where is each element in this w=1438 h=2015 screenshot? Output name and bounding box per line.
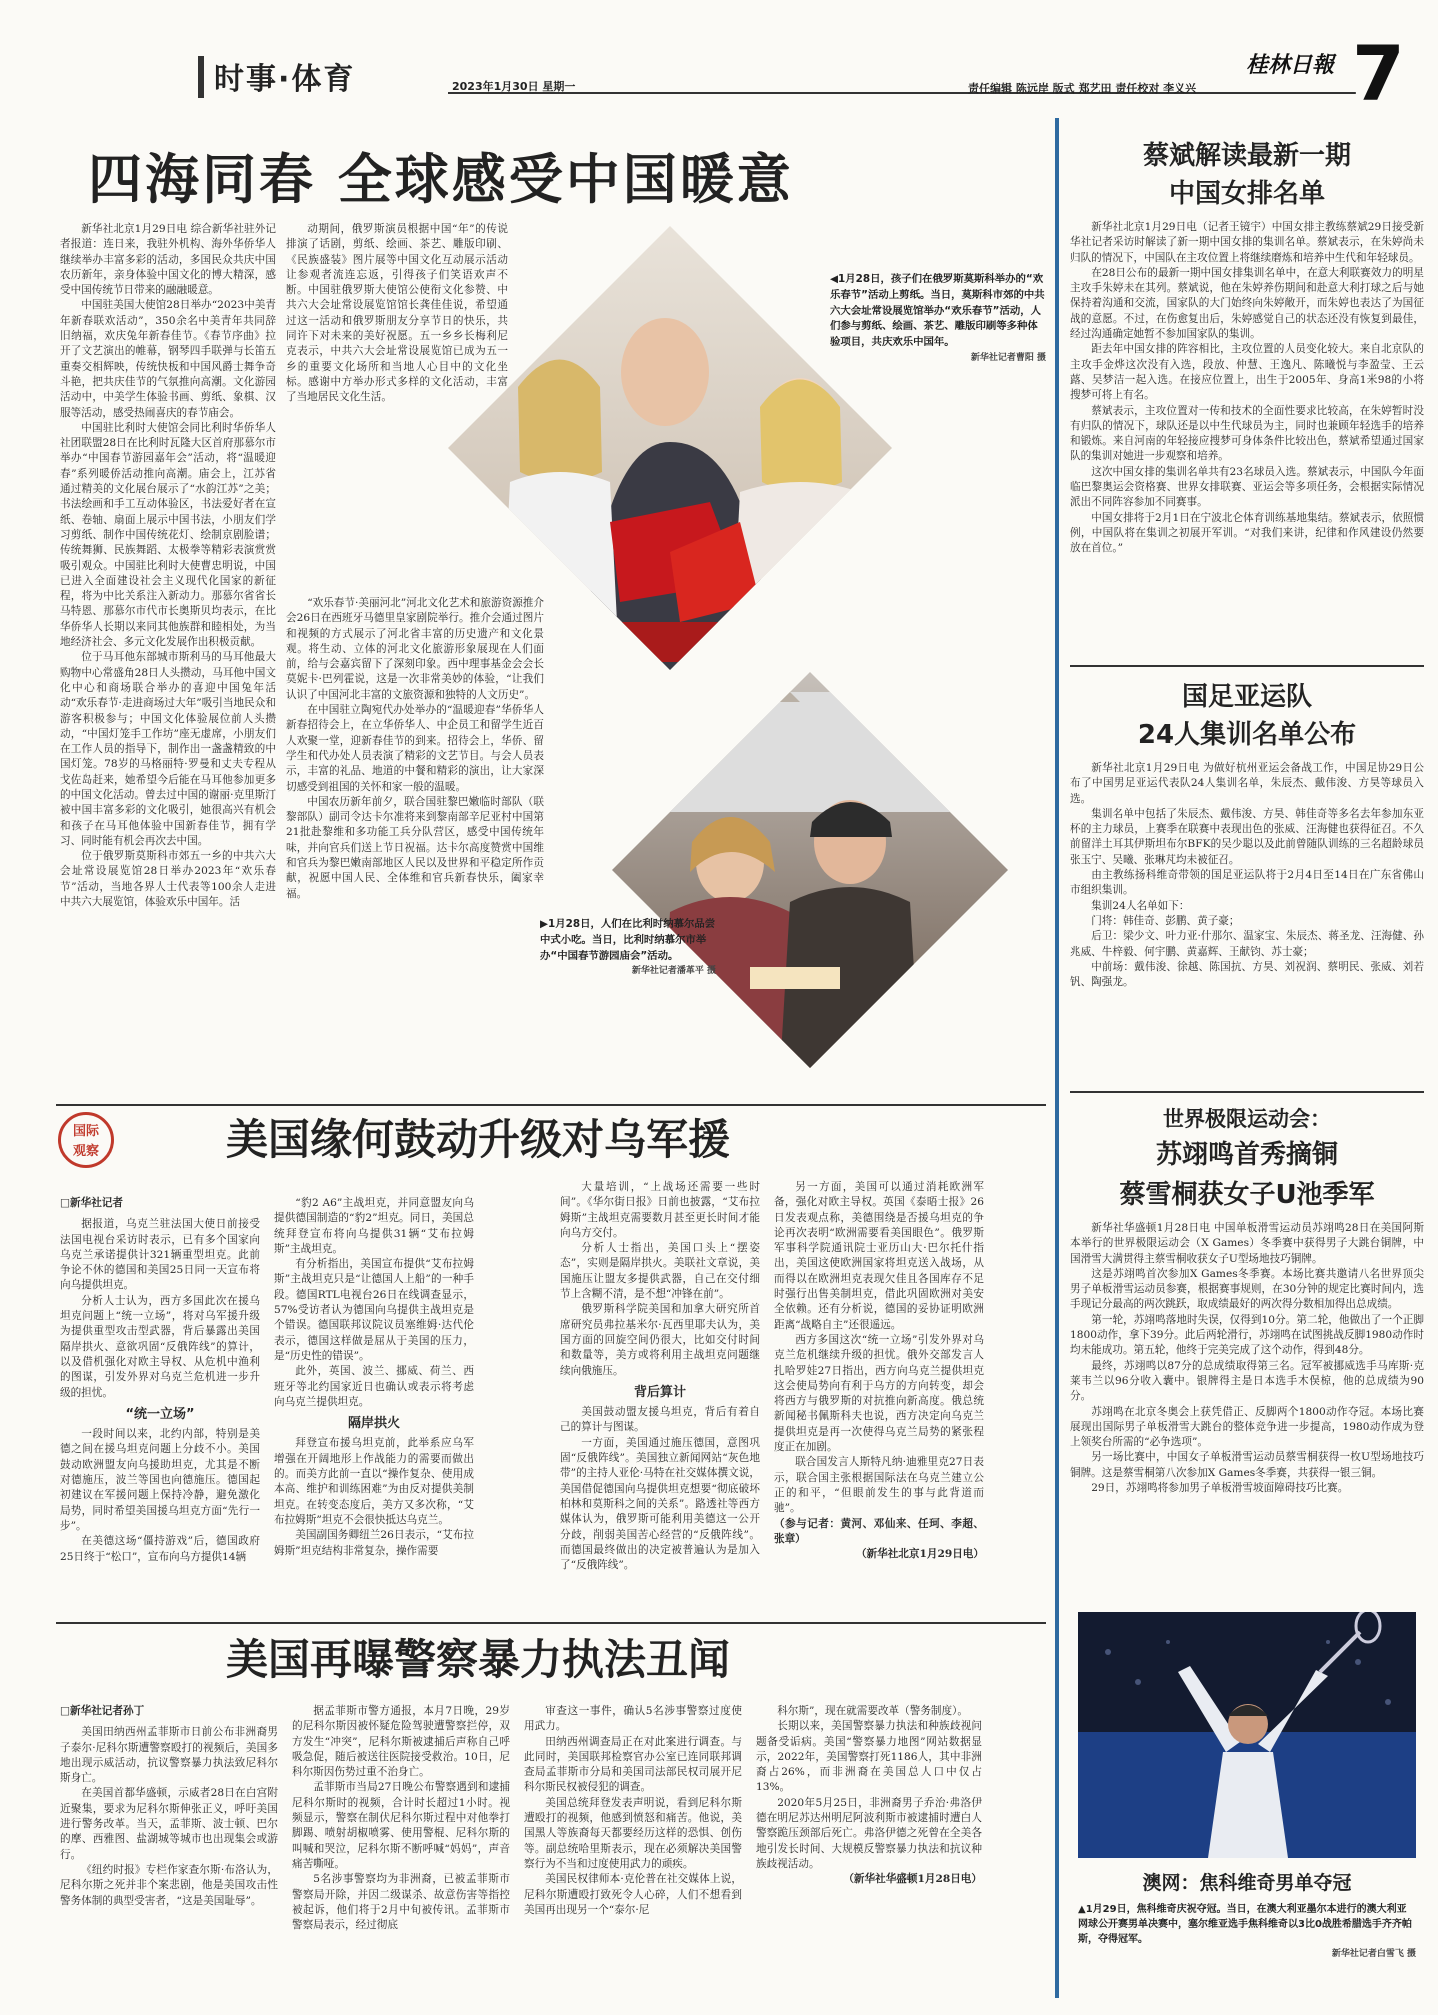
header-left-bar [198, 56, 204, 98]
tennis-headline: 澳网：焦科维奇男单夺冠 [1142, 1872, 1352, 1894]
a5-byline: □新华社记者孙丁 [60, 1705, 145, 1717]
photo1-caption: ◀1月28日，孩子们在俄罗斯莫斯科举办的“欢乐春节”活动上剪纸。当日，莫斯科市郊的中共六大会址常设展览馆举办“欢乐春节”活动，人们参与剪纸、绘画、茶艺、雕版印刷等多种体验项目，共庆欢乐中国年。 新华社记者曹阳 摄 [830, 272, 1046, 367]
a4-source: （新华社北京1月29日电） [855, 1548, 984, 1561]
lead-headline: 四海同春 全球感受中国暖意 [88, 148, 794, 211]
a4-column-3: 大量培训，“上战场还需要一些时间”。《华尔街日报》日前也披露，“艾布拉姆斯”主战坦克需要数月甚至更长时间才能向乌方交付。 分析人士指出，美国口头上“摆姿态”，实则是隔岸拱火。美联社文章说，美国施压让盟友多提供武器，自己在交付细节上含糊不清，是不想“冲锋在前”。 俄罗斯科学院美国和加拿大研究所首席研究员弗拉基米尔·瓦西里耶夫认为，美国方面的回旋空间仍很大，比如交付时间和数量等，美方或将利用主战坦克问题继续向俄施压。 背后算计 美国鼓动盟友援乌坦克，背后有着自己的算计与图谋。 一方面，美国通过施压德国，意图巩固“反俄阵线”。美国独立新闻网站“灰色地带”的主持人亚伦·马特在社交媒体撰文说，美国借促德国向乌提供坦克想要“彻底破坏柏林和莫斯科之间的关系”。路透社等西方媒体认为，俄罗斯可能利用美德这一公开分歧，削弱美国苦心经营的“反俄阵线”。而德国最终做出的决定被普遍认为是加入了“反俄阵线”。 [560, 1181, 760, 1572]
a4-column-1: □新华社记者 据报道，乌克兰驻法国大使日前接受法国电视台采访时表示，已有多个国家向乌克兰承诺提供计321辆重型坦克。此前争论不休的德国和美国25日同一天宣布将向乌提供坦克。 分析人士认为，西方多国此次在援乌坦克问题上“统一立场”，将对乌军援升级为提供重型攻击型武器，背后暴露出美国隔岸拱火、意欲巩固“反俄阵线”的算计，以及借机强化对欧主导权、从危机中渔利的图谋，引发外界对乌克兰危机进一步升级的担忧。 “统一立场” 一段时间以来，北约内部，特别是美德之间在援乌坦克问题上分歧不小。美国鼓动欧洲盟友向乌援助坦克，尤其是不断对德施压，波兰等国也向德施压。德国起初建议在军援问题上保持冷静，避免激化局势，同时希望美国援乌坦克方面“先行一步”。 在美德这场“僵持游戏”后，德国政府25日终于“松口”，宣布向乌方提供14辆 [60, 1197, 260, 1563]
intl-observation-badge [58, 1112, 114, 1168]
a4-column-2: “豹2 A6”主战坦克，并同意盟友向乌提供德国制造的“豹2”坦克。同日，美国总统拜登宣布将向乌提供31辆“艾布拉姆斯”主战坦克。 有分析指出，美国宣布提供“艾布拉姆斯”主战坦克只是“让德国人上船”的一种手段。德国RTL电视台26日在线调查显示，57%受访者认为德国向乌提供主战坦克是个错误。德国联邦议院议员塞维姆·达代伦表示，德国这样做是屈从于美国的压力，是“历史性的错误”。 此外，英国、波兰、挪威、荷兰、西班牙等北约国家近日也确认或表示将考虑向乌克兰提供坦克。 隔岸拱火 拜登宣布援乌坦克前，此举系应乌军增强在开阔地形上作战能力的需要而做出的。而美方此前一直以“操作复杂、使用成本高、维护和训练困难”为由反对提供美制坦克。在转变态度后，美方又多次称，“艾布拉姆斯”坦克不会很快抵达乌克兰。 美国副国务卿纽兰26日表示，“艾布拉姆斯”坦克结构非常复杂，操作需要 [274, 1197, 474, 1557]
a4-subhead-3: 背后算计 [633, 1384, 686, 1400]
tennis-caption-block [1078, 1868, 1416, 1962]
tennis-caption: ▲1月29日，焦科维奇庆祝夺冠。当日，在澳大利亚墨尔本进行的澳大利亚网球公开赛男单决赛中，塞尔维亚选手焦科维奇以3比0战胜希腊选手齐齐帕斯，夺得冠军。 新华社记者白雪飞 摄 [1078, 1902, 1416, 1962]
tennis-credit: 新华社记者白雪飞 摄 [1331, 1949, 1416, 1959]
football-headline-1: 国足亚运队 [1181, 682, 1312, 712]
a4-headline: 美国缘何鼓动升级对乌军援 [226, 1115, 731, 1164]
photo-namur-food [600, 662, 1020, 1072]
lead-column-1: 新华社北京1月29日电 综合新华社驻外记者报道：连日来，我驻外机构、海外华侨华人继续举办丰富多彩的活动，多国民众共庆中国农历新年，亲身体验中国文化的博大精深，感受中国传统节日带来的融融暖意。 中国驻美国大使馆28日举办“2023中美青年新春联欢活动”，350余名中美青年共同辞旧纳福，欢庆兔年新春佳节。《春节序曲》拉开了文艺演出的帷幕，钢琴四手联弹与长笛五重奏交相辉映，传统快板和中国风爵士舞争奇斗艳，把共庆佳节的气氛推向高潮。文化游园活动中，中美学生体验书画、剪纸、象棋、汉服等活动，感受热闹喜庆的春节庙会。 中国驻比利时大使馆会同比利时华侨华人社团联盟28日在比利时瓦隆大区首府那慕尔市举办“中国春节游园嘉年会”活动，将“温暖迎春”系列暖侨活动推向高潮。庙会上，江苏省通过精美的文化展台展示了“水韵江苏”之美；书法绘画和手工互动体验区，书法爱好者在宣纸、卷轴、扇面上展示中国书法，小朋友们学习剪纸、制作中国传统花灯、绘制京剧脸谱；传统舞狮、民族舞蹈、太极拳等精彩表演赏赏吸引观众。中国驻比利时大使曹忠明说，中国已进入全面建设社会主义现代化国家的新征程，将为中比关系注入新动力。那慕尔省省长马特恩、那慕尔市代市长奥斯贝均表示，在比华侨华人长期以来同其他族群和睦相处，为当地经济社会、多元文化发展作出积极贡献。 位于马耳他东部城市斯利马的马耳他最大购物中心常盛角28日人头攒动，马耳他中国文化中心和商场联合举办的喜迎中国兔年活动“欢乐春节·走进商场过大年”吸引当地民众和游客积极参与；中国文化体验展位前人头攒动，“中国灯笼手工作坊”座无虚席，小朋友们在工作人员的指导下，制作出一盏盏精致的中国灯笼。78岁的马格丽特·罗曼和丈夫专程从戈佐岛赶来，她希望今后能在马耳他参加更多的中国文化活动。曾去过中国的谢丽·克里斯汀被中国丰富多彩的文化吸引，她很高兴有机会和孩子在马耳他体验中国新春佳节，拥有学习、同时能有机会再次去中国。 位于俄罗斯莫斯科市郊五一乡的中共六大会址常设展览馆28日举办2023年“欢乐春节”活动，当地各界人士代表等100余人走进中共六大展览馆，体验欢乐中国年。活 [60, 223, 276, 909]
xgames-kicker: 世界极限运动会： [1163, 1107, 1331, 1131]
football-article: 新华社北京1月29日电 为做好杭州亚运会备战工作，中国足协29日公布了中国男足亚运代表队24人集训名单，朱辰杰、戴伟浚、方昊等球员入选。 集训名单中包括了朱辰杰、戴伟浚、方昊、韩佳奇等多名去年参加东亚杯的主力球员，上赛季在联赛中表现出色的张威、汪海健也获得征召。不久前留洋土耳其伊斯坦布尔BFK的吴少聪以及此前曾随队训练的三名超龄球员张玉宁、吴曦、张琳芃均未被征召。 由主教练扬科维奇带领的国足亚运队将于2月4日至14日在广东省佛山市组织集训。 集训24人名单如下： 门将：韩佳奇、彭鹏、黄子豪； 后卫：梁少文、叶力亚·什那尔、温家宝、朱辰杰、蒋圣龙、汪海健、孙兆威、牛梓毅、何宇鹏、黄嘉辉、王献钧、苏士豪； 中前场：戴伟浚、徐越、陈国抗、方昊、刘祝润、蔡明民、张威、刘若钒、陶强龙。 [1070, 762, 1424, 989]
a5-column-3: 审查这一事件，确认5名涉事警察过度使用武力。 田纳西州调查局正在对此案进行调查。与此同时，美国联邦检察官办公室已连同联邦调查局孟菲斯市分局和美国司法部民权司展开尼科尔斯民权被侵犯的调查。 美国总统拜登发表声明说，看到尼科尔斯遭殴打的视频，他感到愤怒和痛苦。他说，美国黑人等族裔每天都要经历这样的恐惧、创伤等。副总统哈里斯表示，现在必须解决美国警察行为不当和过度使用武力的顽疾。 美国民权律师本·克伦普在社交媒体上说，尼科尔斯遭殴打致死令人心碎，人们不想看到美国再出现另一个“泰尔·尼 [524, 1705, 742, 1916]
lead-column-2b: “欢乐春节·美丽河北”河北文化艺术和旅游资源推介会26日在西班牙马德里皇家剧院举行。推介会通过图片和视频的方式展示了河北省丰富的历史遗产和文化景观。将生动、立体的河北文化旅游形象展现在人们面前，给与会嘉宾留下了深刻印象。西中理事基金会会长莫妮卡·巴列霍说，这是一次非常美妙的体验，“让我们认识了中国河北丰富的文旅资源和独特的人文历史”。 在中国驻立陶宛代办处举办的“温暖迎春”华侨华人新春招待会上，在立华侨华人、中企员工和留学生近百人欢聚一堂，迎新春佳节的到来。招待会上，华侨、留学生和代办处人员表演了精彩的文艺节目。与会人员表示，丰富的礼品、地道的中餐和精彩的演出，让大家深切感受到祖国的关怀和家一般的温暖。 中国农历新年前夕，联合国驻黎巴嫩临时部队（联黎部队）副司令达卡尔准将来到黎南部辛尼亚村中国第21批赴黎维和多功能工兵分队营区，感受中国传统年味，并向官兵们送上节日祝福。达卡尔高度赞赏中国维和官兵为黎巴嫩南部地区人民以及世界和平稳定所作贡献，祝愿中国人民、全体维和官兵新春快乐，阖家幸福。 [286, 597, 544, 900]
a5-column-1: □新华社记者孙丁 美国田纳西州孟菲斯市日前公布非洲裔男子泰尔·尼科尔斯遭警察殴打的视频后，美国多地出现示威活动，抗议警察暴力执法致尼科尔斯身亡。 在美国首都华盛顿，示威者28日在白宫附近聚集，要求为尼科尔斯伸张正义，呼吁美国进行警务改革。当天，孟菲斯、波士顿、巴尔的摩、西雅图、盐湖城等城市也出现集会或游行。 《纽约时报》专栏作家查尔斯·布洛认为，尼科尔斯之死并非个案悲剧，他是美国攻击性警务体制的典型受害者，“这是美国耻辱”。 [60, 1705, 278, 1907]
staff-credits: 责任编辑 陈远岸 版式 郑艺田 责任校对 李义兴 [968, 82, 1197, 95]
badge-line-1: 国际 [72, 1124, 99, 1139]
photo-djokovic [1078, 1612, 1416, 1858]
a4-participants: （参与记者：黄河、邓仙来、任珂、李超、张章） [774, 1517, 984, 1545]
right-rule-1 [1070, 665, 1424, 667]
a4-column-4: 另一方面，美国可以通过消耗欧洲军备，强化对欧主导权。英国《泰晤士报》26日发表观点称，美德围绕是否援乌坦克的争论再次表明“欧洲需要看美国眼色”。俄罗斯军事科学院通讯院士亚历山大·巴尔托什指出，美国这使欧洲国家将坦克送入战场，从而得以在欧洲坦克表现欠佳且各国库存不足时强行出售美制坦克，借此巩固欧洲对美安全依赖。还有分析说，德国的妥协证明欧洲距离“战略自主”还很遥远。 西方多国这次“统一立场”引发外界对乌克兰危机继续升级的担忧。俄外交部发言人扎哈罗娃27日指出，西方向乌克兰提供坦克这会使局势向有利于乌方的方向转变，却会将西方与俄罗斯的对抗推向新高度。俄总统新闻秘书佩斯科夫也说，西方决定向乌克兰提供坦克是再一次使得乌克兰局势的紧张程度正在加剧。 联合国发言人斯特凡纳·迪雅里克27日表示，联合国主张根据国际法在乌克兰建立公正的和平，“但眼前发生的事与此背道而驰”。 （参与记者：黄河、邓仙来、任珂、李超、张章） （新华社北京1月29日电） [774, 1180, 984, 1614]
a4-top-rule [56, 1104, 1046, 1106]
page-number: 7 [1352, 29, 1405, 118]
lead-column-2a: 动期间，俄罗斯演员根据中国“年”的传说排演了话剧，剪纸、绘画、茶艺、雕版印刷、《民族盛装》图片展等中国文化互动展示活动让参观者流连忘返，引得孩子们笑语欢声不断。中国驻俄罗斯大使馆公使衔文化参赞、中共六大会址常设展览馆馆长龚佳佳说，希望通过这一活动和俄罗斯朋友分享节日的快乐，共同许下对未来的美好祝愿。五一乡乡长梅利尼克表示，中共六大会址常设展览馆已成为五一乡的重要文化场所和当地人心目中的文化坐标。感谢中方举办形式多样的文化活动，丰富了当地居民文化生活。 [286, 223, 508, 404]
page-header [0, 0, 1438, 118]
paper-name: 桂林日報 [1246, 52, 1335, 78]
a4-subhead-2: 隔岸拱火 [347, 1416, 400, 1432]
photo1-credit: 新华社记者曹阳 摄 [970, 352, 1046, 363]
football-headline-2: 24人集训名单公布 [1137, 720, 1357, 750]
a5-top-rule [56, 1622, 1046, 1624]
xgames-article: 新华社华盛顿1月28日电 中国单板滑雪运动员苏翊鸣28日在美国阿斯本举行的世界极限运动会（X Games）冬季赛中获得男子大跳台铜牌，中国滑雪大满贯得主蔡雪桐收获女子U型场地技巧铜牌。 这是苏翊鸣首次参加X Games冬季赛。本场比赛共邀请八名世界顶尖男子单板滑雪运动员参赛，根据赛事规则，在30分钟的规定比赛时间内，选手现记分最高的两次跳跃，取成绩最好的两次得分数相加得出总成绩。 第一轮，苏翊鸣落地时失误，仅得到10分。第二轮，他做出了一个正脚1800动作，拿下39分。此后两轮滑行，苏翊鸣在试图挑战反脚1980动作时均未能成功。第五轮，他终于完美完成了这个动作，得到48分。 最终，苏翊鸣以87分的总成绩取得第三名。冠军被挪威选手马库斯·克莱韦兰以96分收入囊中。银牌得主是日本选手木俣椋，他的总成绩为90分。 苏翊鸣在北京冬奥会上获凭借正、反脚两个1800动作夺冠。本场比赛展现出国际男子单板滑雪大跳台的整体竞争进一步提高，1980动作成为登上领奖台所需的“必争选项”。 另一场比赛中，中国女子单板滑雪运动员蔡雪桐获得一枚U型场地技巧铜牌。这是蔡雪桐第八次参加X Games冬季赛，共获得一银三铜。 29日，苏翊鸣将参加男子单板滑雪坡面障碍技巧比赛。 [1070, 1222, 1424, 1495]
xgames-headline-1: 苏翊鸣首秀摘铜 [1155, 1140, 1338, 1170]
right-rule-2 [1070, 1091, 1424, 1093]
section-title: 时事·体育 [214, 62, 356, 97]
photo2-credit: 新华社记者潘革平 摄 [631, 966, 716, 977]
photo2-caption: ▶1月28日，人们在比利时纳慕尔品尝中式小吃。当日，比利时纳慕尔市举办“中国春节游园庙会”活动。 新华社记者潘革平 摄 [540, 917, 716, 980]
issue-date: 2023年1月30日 星期一 [452, 80, 576, 93]
a4-byline: □新华社记者 [60, 1197, 123, 1209]
badge-line-2: 观察 [72, 1144, 99, 1159]
a4-subhead-1: “统一立场” [125, 1406, 195, 1422]
volleyball-headline-1: 蔡斌解读最新一期 [1142, 141, 1351, 171]
a5-column-2: 据孟菲斯市警方通报，本月7日晚，29岁的尼科尔斯因被怀疑危险驾驶遭警察拦停，双方发生“冲突”，尼科尔斯被逮捕后声称自己呼吸急促，随后被送往医院接受救治。10日，尼科尔斯因伤势过重不治身亡。 孟菲斯市当局27日晚公布警察遇到和逮捕尼科尔斯时的视频，合计时长超过1小时。视频显示，警察在制伏尼科尔斯过程中对他拳打脚踢、喷射胡椒喷雾、使用警棍、尼科尔斯的叫喊和哭泣，尼科尔斯不断呼喊“妈妈”，声音痛苦嘶哑。 5名涉事警察均为非洲裔，已被孟菲斯市警察局开除，并因二级谋杀、故意伤害等指控被起诉，他们将于2月中旬被传讯。孟菲斯市警察局表示，经过彻底 [292, 1705, 510, 1932]
a5-source: （新华社华盛顿1月28日电） [843, 1873, 982, 1886]
a5-headline: 美国再曝警察暴力执法丑闻 [226, 1635, 731, 1684]
right-column [1070, 138, 1424, 1611]
volleyball-headline-2: 中国女排名单 [1168, 179, 1325, 209]
a5-column-4: 科尔斯”，现在就需要改革（警务制度）。 长期以来，美国警察暴力执法和种族歧视问题备受诟病。美国“警察暴力地图”网站数据显示，2022年，美国警察打死1186人，其中非洲裔占26%，而非洲裔在美国总人口中仅占13%。 2020年5月25日，非洲裔男子乔治·弗洛伊德在明尼苏达州明尼阿波利斯市被逮捕时遭白人警察跪压颈部后死亡。弗洛伊德之死曾在全美各地引发长时间、大规模反警察暴力执法和抗议种族歧视活动。 （新华社华盛顿1月28日电） [756, 1704, 982, 2000]
header-divider [448, 92, 1356, 94]
volleyball-article: 新华社北京1月29日电（记者王镜宇）中国女排主教练蔡斌29日接受新华社记者采访时解读了新一期中国女排的集训名单。蔡斌表示，在朱婷尚未归队的情况下，中国队在主攻位置上将继续磨炼和培养中生代和年轻球员。 在28日公布的最新一期中国女排集训名单中，在意大利联赛效力的明星主攻手朱婷未在其列。蔡斌说，他在朱婷养伤期间和赴意大利打球之后与她保持着沟通和交流，国家队的大门始终向朱婷敞开，而朱婷也表达了为国征战的意愿。不过，在伤愈复出后，朱婷感觉自己的状态还没有恢复到最佳，经过沟通确定她暂不参加国家队的集训。 距去年中国女排的阵容相比，主攻位置的人员变化较大。来自北京队的主攻手金烨这次没有入选，段放、仲慧、王逸凡、陈曦悦与李盈莹、王云蕗、吴梦洁一起入选。在接应位置上，出生于2005年、身高1米98的小将搜梦可将上有名。 蔡斌表示，主攻位置对一传和技术的全面性要求比较高，在朱婷暂时没有归队的情况下，球队还是以中生代球员为主，同时也兼顾年轻选手的培养和锻炼。来自河南的年轻接应搜梦可身体条件比较出色，蔡斌希望通过国家队的集训对她进一步观察和培养。 这次中国女排的集训名单共有23名球员入选。蔡斌表示，中国队今年面临巴黎奥运会资格赛、世界女排联赛、亚运会等多项任务，会根据实际情况派出不同阵容参加不同赛事。 中国女排将于2月1日在宁波北仑体育训练基地集结。蔡斌表示，依照惯例，中国队将在集训之初展开军训。“对我们来讲，纪律和作风建设仍然要放在首位。” [1070, 221, 1424, 555]
xgames-headline-2: 蔡雪桐获女子U池季军 [1119, 1180, 1375, 1210]
